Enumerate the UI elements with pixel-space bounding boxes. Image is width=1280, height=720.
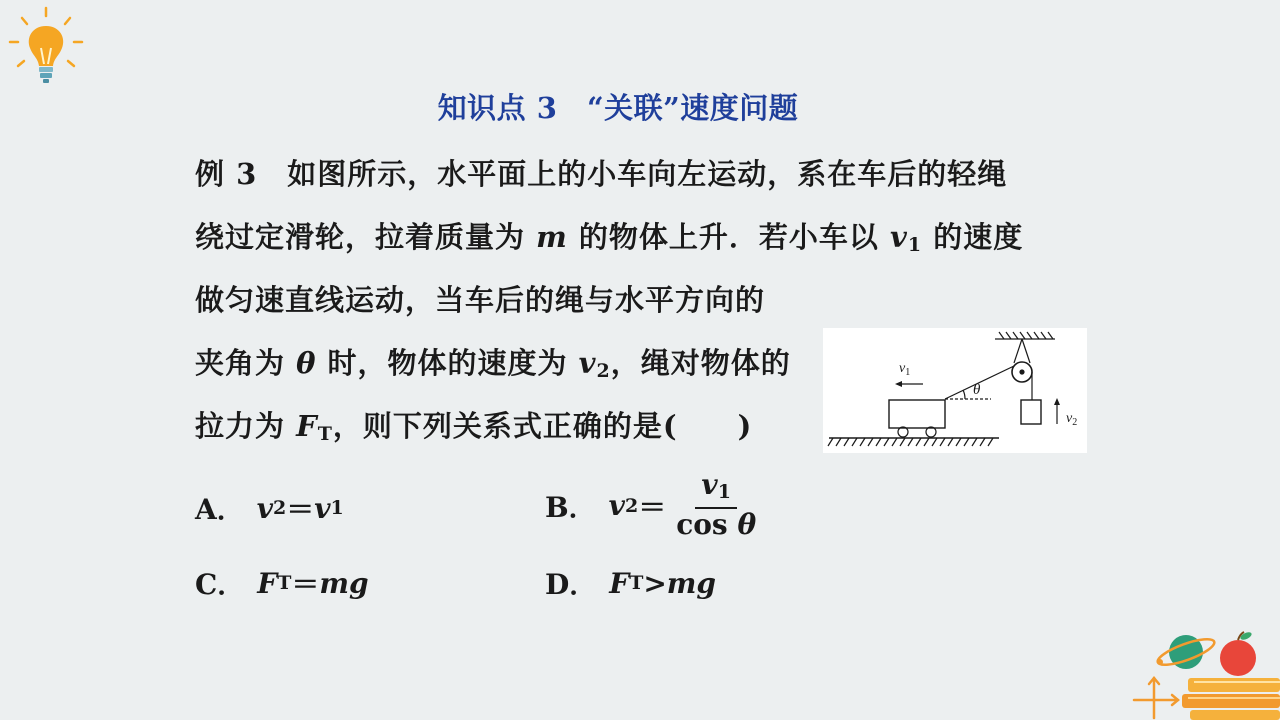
- subscript: 2: [596, 360, 611, 382]
- subscript: 2: [624, 494, 639, 517]
- option-symbol: v: [256, 491, 274, 525]
- option-label: D．: [545, 568, 598, 601]
- arrow-head: [895, 381, 902, 387]
- example-number: 例 3: [195, 157, 258, 191]
- option-label: A．: [195, 493, 245, 526]
- arrow-head: [1054, 398, 1060, 405]
- fraction: [670, 470, 762, 541]
- mass-symbol: m: [536, 220, 568, 254]
- subscript: T: [317, 423, 333, 445]
- option-symbol: F: [609, 566, 630, 600]
- question-line-3: 做匀速直线运动，当车后的绳与水平方向的: [195, 283, 766, 317]
- subscript: 1: [907, 234, 923, 256]
- theta-symbol: θ: [296, 346, 317, 380]
- question-text: 的速度: [922, 220, 1024, 254]
- option-label: C．: [195, 568, 246, 601]
- denominator-text: cos: [676, 508, 738, 541]
- subscript: 2: [273, 497, 287, 519]
- question-line-1: [195, 152, 1007, 193]
- option-symbol: v: [314, 491, 331, 525]
- physics-figure: [823, 328, 1087, 453]
- svg-text:v1: [899, 361, 910, 378]
- question-text: 的物体上升．若小车以: [567, 220, 890, 254]
- equals-sign: ＝: [291, 568, 320, 601]
- subscript: T: [629, 572, 644, 594]
- velocity-symbol: v: [578, 346, 597, 380]
- v1-sub: 1: [905, 367, 911, 378]
- theta-label: θ: [973, 382, 981, 398]
- subscript: 1: [717, 481, 731, 503]
- question-line-5: [195, 404, 752, 445]
- question-text: ，绳对物体的: [610, 346, 791, 380]
- v1-label: v: [899, 361, 906, 376]
- numerator-symbol: v: [701, 468, 718, 501]
- option-symbol: mg: [319, 566, 369, 600]
- question-line-2: [195, 215, 1023, 256]
- v2-label: v: [1066, 411, 1073, 426]
- subscript: T: [277, 572, 292, 594]
- option-b: [545, 470, 762, 541]
- subscript: 1: [330, 497, 344, 519]
- cart-pulley-diagram: [823, 328, 1087, 453]
- theta-symbol: θ: [737, 508, 757, 541]
- option-symbol: v: [608, 489, 625, 522]
- option-symbol: mg: [666, 566, 717, 600]
- option-label: B．: [545, 490, 597, 524]
- option-d: [545, 563, 716, 603]
- question-text: ，则下列关系式正确的是( ): [332, 409, 753, 443]
- question-text: 绕过定滑轮，拉着质量为: [195, 220, 537, 254]
- option-c: [195, 563, 369, 603]
- velocity-symbol: v: [890, 220, 908, 254]
- v2-sub: 2: [1072, 417, 1078, 428]
- question-text: 夹角为: [195, 346, 297, 380]
- question-text: 如图所示，水平面上的小车向左运动，系在车后的轻绳: [287, 157, 1008, 191]
- svg-text:v2: [1066, 411, 1077, 428]
- option-symbol: F: [257, 566, 278, 600]
- question-line-4: [195, 341, 791, 382]
- lightbulb-icon: [8, 6, 88, 88]
- tension-symbol: F: [296, 409, 318, 443]
- section-title: 知识点 3 “关联”速度问题: [437, 91, 799, 125]
- option-a: [195, 488, 344, 528]
- equals-sign: ＝: [638, 490, 667, 524]
- question-text: 时，物体的速度为: [316, 346, 579, 380]
- question-text: 拉力为: [195, 409, 297, 443]
- greater-than-sign: >: [643, 566, 667, 600]
- books-planet-apple-decoration: [1130, 628, 1280, 720]
- equals-sign: ＝: [286, 493, 315, 526]
